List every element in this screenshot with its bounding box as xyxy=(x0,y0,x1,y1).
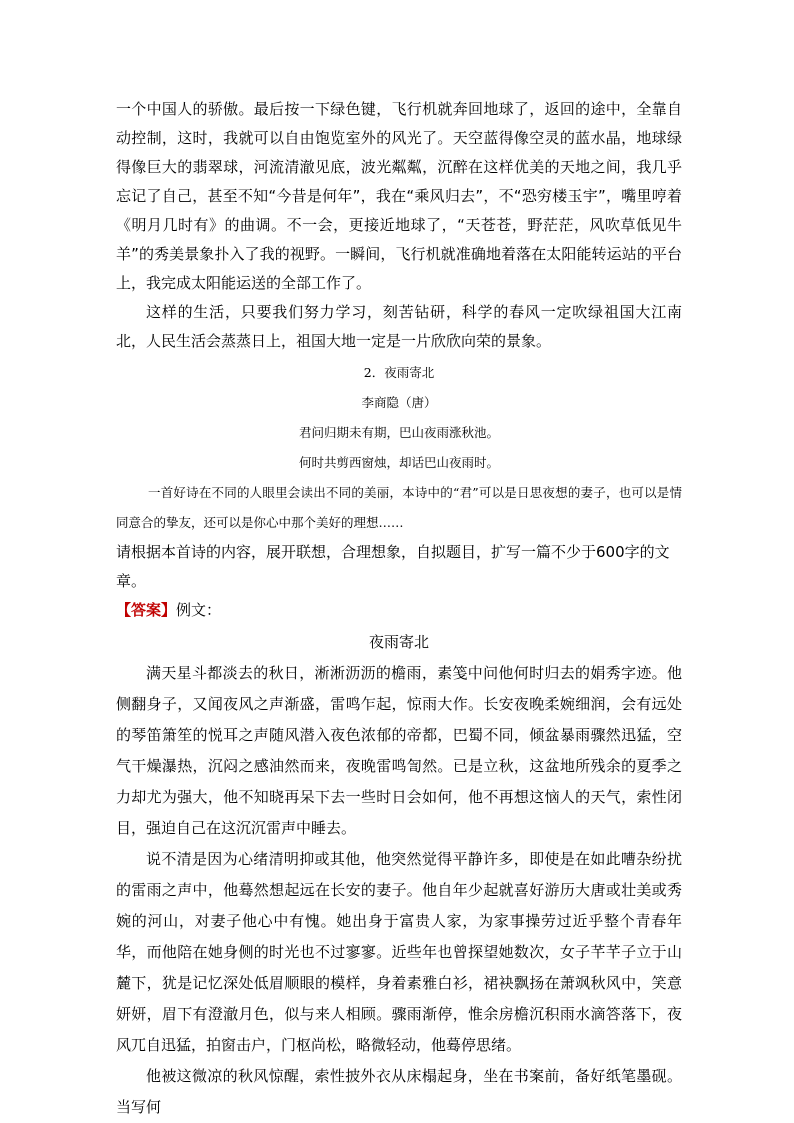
poem-author: 李商隐（唐） xyxy=(361,395,437,410)
answer-tag: 【答案】 xyxy=(116,601,177,619)
question-instruction: 请根据本首诗的内容，展开联想，合理想象，自拟题目，扩写一篇不少于600字的文章。 xyxy=(116,543,670,590)
poem-line-2: 何时共剪西窗烛，却话巴山夜雨时。 xyxy=(298,455,499,470)
essay-continuation-paragraph: 一个中国人的骄傲。最后按一下绿色键，飞行机就奔回地球了，返回的途中，全靠自动控制，这时，我就可以自由饱览室外的风光了。天空蓝得像空灵的蓝水晶，地球绿得像巨大的翡翠球，河流清澈见底，波光粼粼，沉醉在这样优美的天地之间，我几乎忘记了自己，甚至不知“今昔是何年”，我在“乘风归去”，不“恐穷楼玉宇”，嘴里哼着《明月几时有》的曲调。不一会，更接近地球了，“天苍苍，野茫茫，风吹草低见牛羊”的秀美景象扑入了我的视野。一瞬间，飞行机就准确地着落在太阳能转运站的平台上，我完成太阳能运送的全部工作了。 xyxy=(116,100,682,292)
answer-heading xyxy=(116,596,682,625)
poem-commentary: 一首好诗在不同的人眼里会读出不同的美丽，本诗中的“君”可以是日思夜想的妻子，也可以是情同意合的挚友，还可以是你心中那个美好的理想…… xyxy=(116,485,682,530)
essay-paragraph: 满天星斗都淡去的秋日，淅淅沥沥的檐雨，素笺中问他何时归去的娟秀字迹。他侧翻身子，又闻夜风之声渐盛，雷鸣乍起，惊雨大作。长安夜晚柔婉细润，会有远处的琴笛箫笙的悦耳之声随风潜入夜色浓郁的帝都，巴蜀不同，倾盆暴雨骤然迅猛，空气干燥瀑热，沉闷之感油然而来，夜晚雷鸣訇然。已是立秋，这盆地所残余的夏季之力却尤为强大，他不知晓再呆下去一些时日会如何，他不再想这恼人的天气，索性闭目，强迫自己在这沉沉雷声中睡去。 xyxy=(116,664,682,837)
essay-paragraph: 说不清是因为心绪清明抑或其他，他突然觉得平静许多，即使是在如此嘈杂纷扰的雷雨之声中，他蓦然想起远在长安的妻子。他自年少起就喜好游历大唐或壮美或秀婉的河山，对妻子他心中有愧。她出身于富贵人家，为家事操劳过近乎整个青春年华，而他陪在她身侧的时光也不过寥寥。近些年也曾探望她数次，女子芊芊子立于山麓下，犹是记忆深处低眉顺眼的模样，身着素雅白衫，裙袂飘扬在萧飒秋风中，笑意妍妍，眉下有澄澈月色，似与来人相顾。骤雨渐停，惟余房檐沉积雨水滴答落下，夜风兀自迅猛，拍窗击户，门枢尚松，略微轻动，他蓦停思绪。 xyxy=(116,850,682,1054)
question-title: 2．夜雨寄北 xyxy=(363,365,435,380)
answer-label: 例文： xyxy=(176,601,222,619)
essay-title: 夜雨寄北 xyxy=(368,633,429,651)
document-content xyxy=(116,95,682,1123)
poem-line-1: 君问归期未有期，巴山夜雨涨秋池。 xyxy=(298,425,499,440)
essay-closing-paragraph: 这样的生活，只要我们努力学习，刻苦钻研，科学的春风一定吹绿祖国大江南北，人民生活会蒸蒸日上，祖国大地一定是一片欣欣向荣的景象。 xyxy=(116,303,682,350)
essay-paragraph: 他被这微凉的秋风惊醒，索性披外衣从床榻起身，坐在书案前，备好纸笔墨砚。当写何 xyxy=(116,1067,682,1116)
